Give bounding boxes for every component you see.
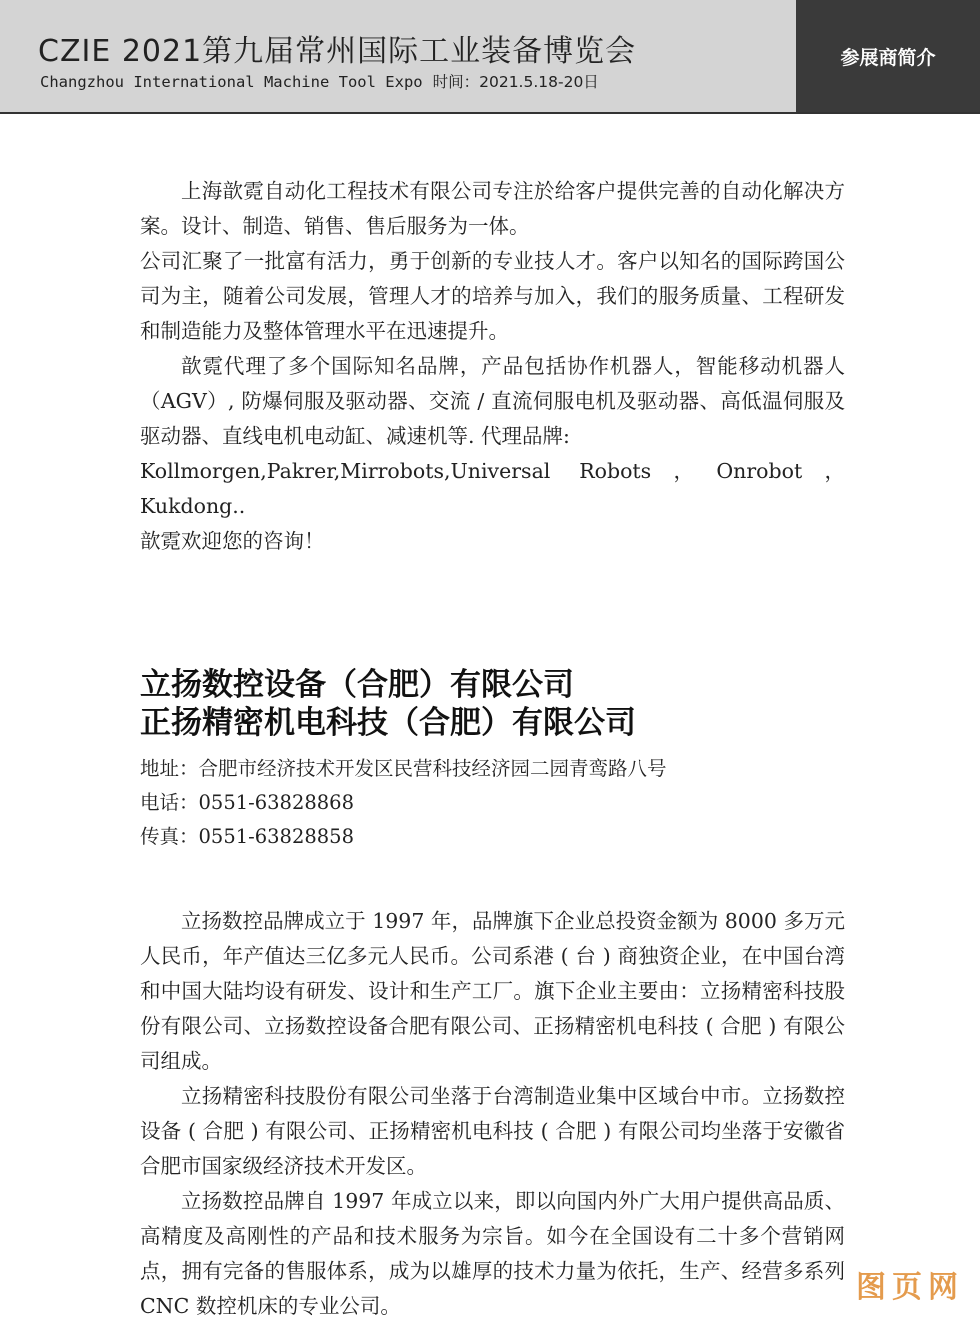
expo-english-name: Changzhou International Machine Tool Expo [40,73,423,91]
fax-row [140,820,845,854]
address-value: 合肥市经济技术开发区民营科技经济园二园青鸾路八号 [198,757,667,780]
expo-subtitle [40,70,599,92]
intro-brands: Kollmorgen,Pakrer,Mirrobots,Universal Robots，Onrobot，Kukdong.. [140,459,845,518]
intro-paragraph-1: 上海歆霓自动化工程技术有限公司专注於给客户提供完善的自动化解决方案。设计、制造、销售、售后服务为一体。 [140,179,845,238]
description-paragraph-2: 立扬精密科技股份有限公司坐落于台湾制造业集中区域台中市。立扬数控设备 ( 合肥 ) 有限公司、正扬精密机电科技 ( 合肥 ) 有限公司均坐落于安徽省合肥市国家级经济技术开发区。 [140,1084,845,1178]
phone-row [140,786,845,820]
phone-value: 0551-63828868 [198,791,354,814]
company-name-2: 正扬精密机电科技（合肥）有限公司 [140,705,636,741]
fax-value: 0551-63828858 [198,825,354,848]
address-label: 地址： [140,757,199,780]
description-paragraph-3: 立扬数控品牌自 1997 年成立以来，即以向国内外广大用户提供高品质、高精度及高刚性的产品和技术服务为宗旨。如今在全国设有二十多个营销网点，拥有完备的售服体系，成为以雄厚的技术力量为依托，生产、经营多系列 CNC 数控机床的专业公司。 [140,1189,845,1318]
intro-paragraph-3: 歆霓代理了多个国际知名品牌，产品包括协作机器人，智能移动机器人（AGV）, 防爆伺服及驱动器、交流 / 直流伺服电机及驱动器、高低温伺服及驱动器、直线电机电动缸、减速机等. 代理品牌: [140,354,845,448]
intro-paragraph-2: 公司汇聚了一批富有活力，勇于创新的专业技人才。客户以知名的国际跨国公司为主，随着公司发展，管理人才的培养与加入，我们的服务质量、工程研发和制造能力及整体管理水平在迅速提升。 [140,249,845,343]
company-heading [140,666,845,742]
expo-date: 时间：2021.5.18-20日 [432,73,599,91]
watermark-logo: 图页网 [856,1270,964,1305]
intro-section [140,174,845,559]
company-name-1: 立扬数控设备（合肥）有限公司 [140,667,574,703]
description-paragraph-1: 立扬数控品牌成立于 1997 年，品牌旗下企业总投资金额为 8000 多万元人民币，年产值达三亿多元人民币。公司系港 ( 台 ) 商独资企业，在中国台湾和中国大陆均设有研发、设计和生产工厂。旗下企业主要由：立扬精密科技股份有限公司、立扬数控设备合肥有限公司、正扬精密机电科技 ( 合肥 ) 有限公司组成。 [140,909,845,1073]
phone-label: 电话： [140,791,199,814]
page-header [0,0,980,114]
company-description [140,904,845,1324]
contact-info [140,752,845,854]
fax-label: 传真： [140,825,199,848]
section-tag: 参展商简介 [796,0,980,112]
address-row [140,752,845,786]
expo-title: CZIE 2021第九届常州国际工业装备博览会 [38,34,637,69]
intro-closing: 歆霓欢迎您的咨询！ [140,529,325,553]
